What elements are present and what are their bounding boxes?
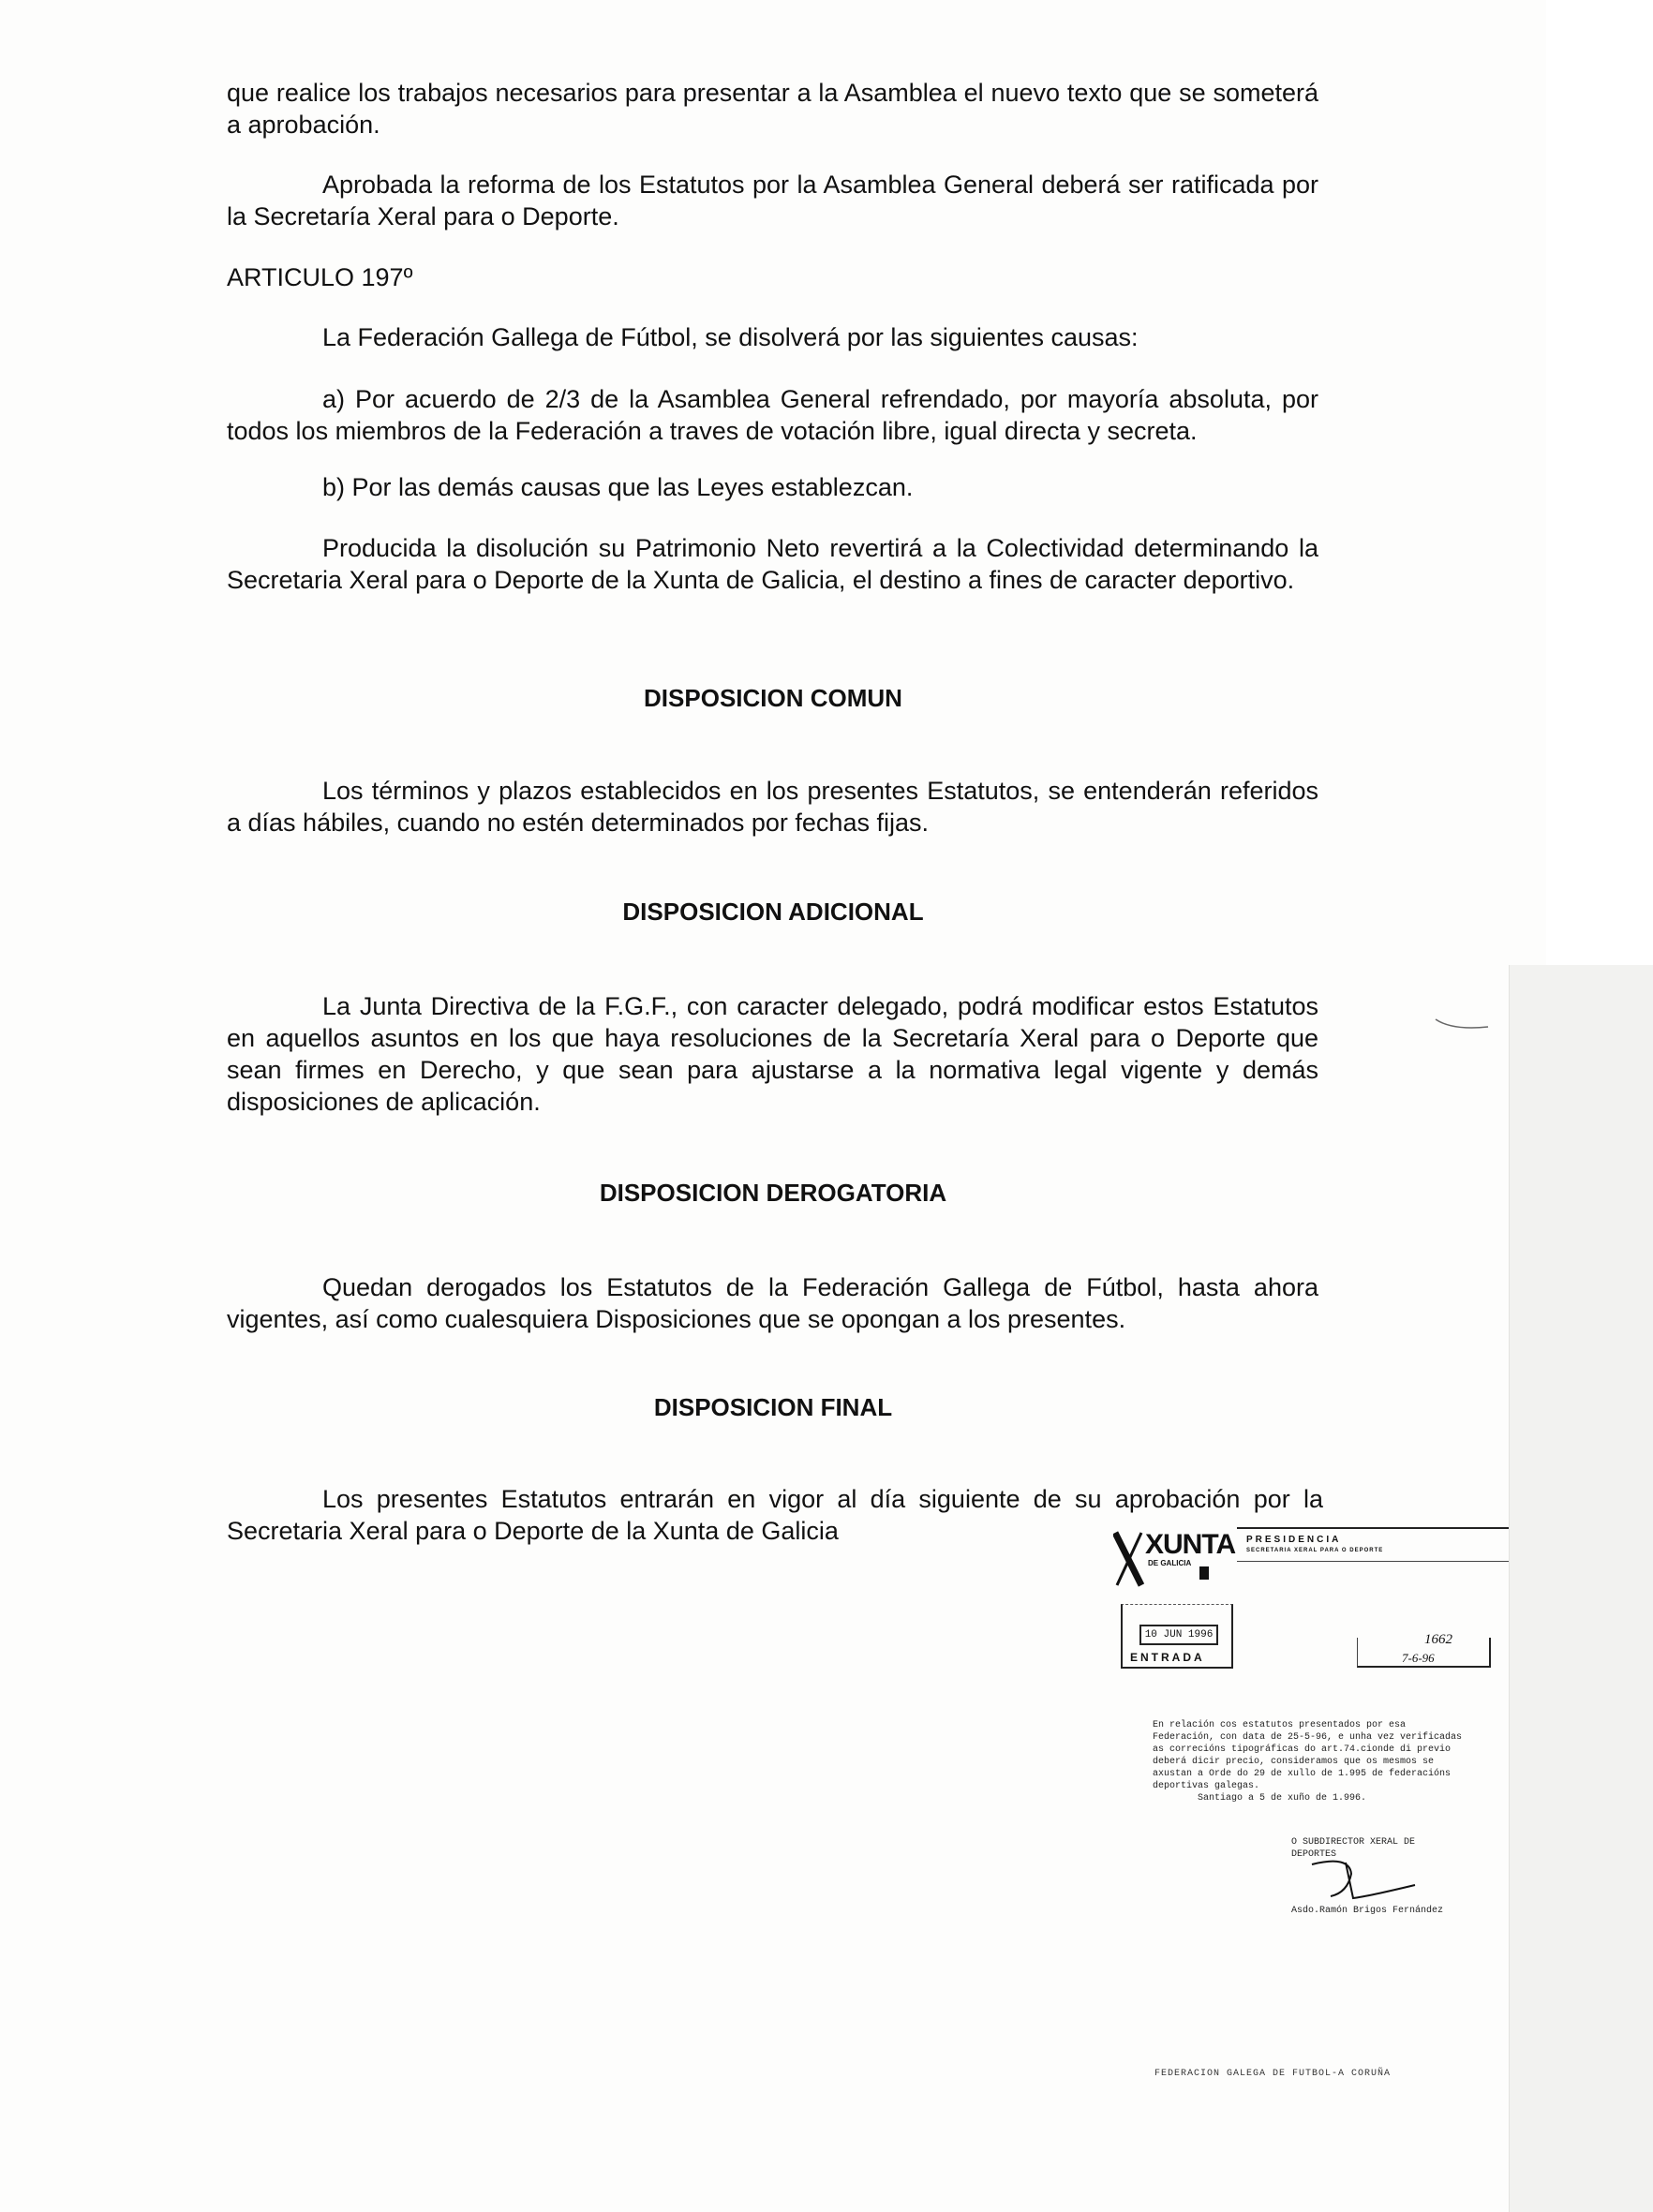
xunta-subtitle: DE GALICIA (1148, 1559, 1192, 1567)
heading-disposicion-comun: DISPOSICION COMUN (644, 684, 902, 712)
stamp-office-subtitle: SECRETARIA XERAL PARA O DEPORTE (1246, 1548, 1384, 1553)
paragraph-6: Producida la disolución su Patrimonio Neto revertirá a la Colectividad determinando la Secretaria Xeral para o Deporte de la Xunta de Galicia, el destino a fines de caracter deportivo. (227, 534, 1318, 594)
paragraph-2: Aprobada la reforma de los Estatutos por la Asamblea General deberá ser ratificada por la Secretaría Xeral para o Deporte. (227, 171, 1318, 230)
paragraph-1: que realice los trabajos necesarios para presentar a la Asamblea el nuevo texto que se someterá a aprobación. (227, 79, 1318, 139)
paragraph-3: La Federación Gallega de Fútbol, se disolverá por las siguientes causas: (322, 323, 1139, 351)
stamp-rule-bottom (1237, 1561, 1509, 1562)
registry-date: 7-6-96 (1402, 1651, 1435, 1665)
heading-disposicion-final: DISPOSICION FINAL (653, 1393, 893, 1421)
entry-stamp-label: ENTRADA (1130, 1651, 1205, 1664)
paragraph-disposicion-adicional: La Junta Directiva de la F.G.F., con caracter delegado, podrá modificar estos Estatutos en aquellos asuntos en los que haya resoluciones de la Secretaría Xeral para o Deporte que sean firmes en Derecho, y que sean para ajustarse a la normativa legal vigente y demás disposiciones de aplicación. (227, 992, 1318, 1116)
scan-margin-top (1546, 0, 1653, 965)
stamp-office: PRESIDENCIA (1246, 1535, 1342, 1545)
xunta-wordmark: XUNTA (1145, 1529, 1236, 1560)
scan-margin-bottom (1509, 965, 1653, 2212)
article-heading: ARTICULO 197º (227, 263, 413, 291)
paragraph-disposicion-derogatoria: Quedan derogados los Estatutos de la Federación Gallega de Fútbol, hasta ahora vigentes, así como cualesquiera Disposiciones que se opongan a los presentes. (227, 1273, 1318, 1333)
paragraph-disposicion-final: Los presentes Estatutos entrarán en vigor al día siguiente de su aprobación por la Secretaria Xeral para o Deporte de la Xunta de Galicia (227, 1485, 1323, 1545)
signer-title: O SUBDIRECTOR XERAL DE DEPORTES (1291, 1837, 1416, 1860)
heading-disposicion-adicional: DISPOSICION ADICIONAL (622, 898, 924, 926)
approval-note-date: Santiago a 5 de xuño de 1.996. (1198, 1793, 1367, 1804)
heading-disposicion-derogatoria: DISPOSICION DEROGATORIA (599, 1179, 947, 1207)
registry-number: 1662 (1424, 1632, 1452, 1647)
approval-note-text: En relación cos estatutos presentados por esa Federación, con data de 25-5-96, e unha vez verificadas as correcións tipográficas do art.74.cionde di previo deberá dicir precio, consideramos que os mesmos se axustan a Orde do 29 de xullo de 1.995 de federacións deportivas galegas. (1153, 1720, 1468, 1791)
paragraph-disposicion-comun: Los términos y plazos establecidos en los presentes Estatutos, se entenderán referidos a días hábiles, cuando no estén determinados por fechas fijas. (227, 777, 1318, 837)
paragraph-5: b) Por las demás causas que las Leyes establezcan. (322, 473, 914, 501)
document-footer: FEDERACION GALEGA DE FUTBOL-A CORUÑA (1154, 2069, 1392, 2079)
entry-stamp-date: 10 JUN 1996 (1139, 1625, 1218, 1645)
paragraph-4: a) Por acuerdo de 2/3 de la Asamblea General refrendado, por mayoría absoluta, por todos los miembros de la Federación a traves de votación libre, igual directa y secreta. (227, 385, 1318, 445)
stamp-rule-top (1237, 1527, 1509, 1529)
signer-name: Asdo.Ramón Brigos Fernández (1291, 1906, 1444, 1916)
scan-artifact-icon (1434, 1016, 1490, 1034)
approval-note (1153, 1719, 1471, 1804)
signature-icon (1293, 1855, 1434, 1902)
